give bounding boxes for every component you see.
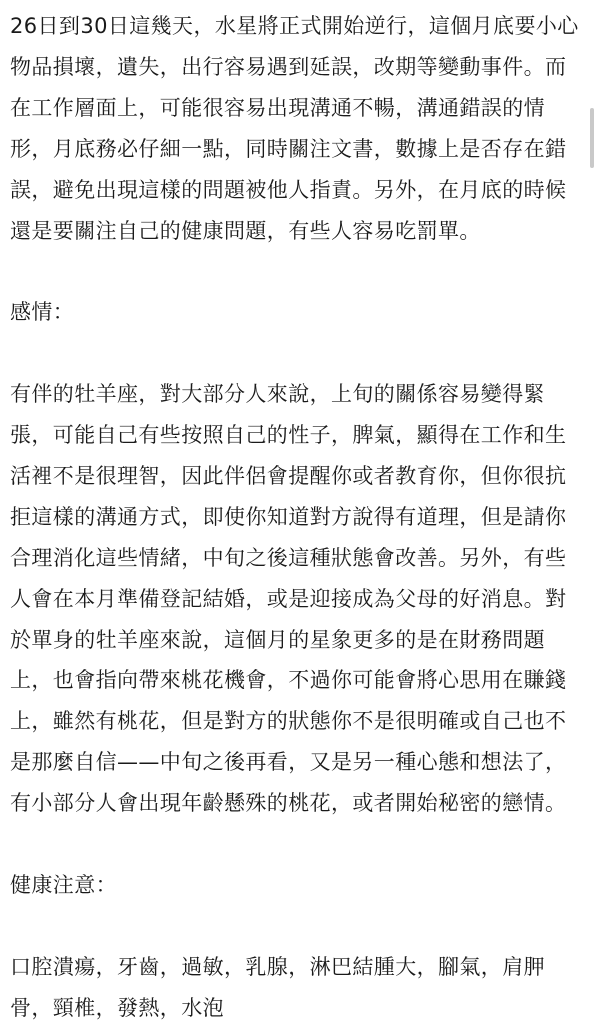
text-line: 在工作層面上，可能很容易出現溝通不暢，溝通錯誤的情 [10,95,545,120]
love-paragraph [10,374,586,824]
text-line: 形，月底務必仔細一點，同時關注文書，數據上是否存在錯 [10,136,567,161]
text-line: 有伴的牡羊座，對大部分人來說，上旬的關係容易變得緊 [10,382,545,407]
text-line: 張，可能自己有些按照自己的性子，脾氣，顯得在工作和生 [10,423,567,448]
paragraph-gap [10,906,586,947]
text-line: 上，也會指向帶來桃花機會，不過你可能會將心思用在賺錢 [10,668,567,693]
text-line: 誤，避免出現這樣的問題被他人指責。另外，在月底的時候 [10,177,567,202]
text-line: 是那麼自信——中旬之後再看，又是另一種心態和想法了， [10,750,567,775]
text-line: 口腔潰瘍，牙齒，過敏，乳腺，淋巴結腫大，腳氣，肩胛 [10,954,545,979]
scrollbar-thumb[interactable] [590,108,594,168]
text-line: 有小部分人會出現年齡懸殊的桃花，或者開始秘密的戀情。 [10,791,567,816]
health-heading-block [10,865,586,906]
love-heading: 感情： [10,300,75,325]
love-heading-block [10,292,586,333]
health-paragraph [10,947,586,1024]
text-line: 還是要關注自己的健康問題，有些人容易吃罰單。 [10,218,481,243]
intro-paragraph [10,6,586,251]
text-line: 26日到30日這幾天，水星將正式開始逆行，這個月底要小心 [10,14,579,38]
text-line: 人會在本月準備登記結婚，或是迎接成為父母的好消息。對 [10,586,567,611]
text-line: 拒這樣的溝通方式，即使你知道對方說得有道理，但是請你 [10,504,567,529]
text-line: 活裡不是很理智，因此伴侶會提醒你或者教育你，但你很抗 [10,463,567,488]
paragraph-gap [10,251,586,292]
text-line: 骨，頸椎，發熱，水泡 [10,995,224,1020]
health-heading: 健康注意： [10,872,117,897]
paragraph-gap [10,333,586,374]
text-line: 上，雖然有桃花，但是對方的狀態你不是很明確或自己也不 [10,709,567,734]
text-line: 物品損壞，遺失，出行容易遇到延誤，改期等變動事件。而 [10,54,567,79]
text-line: 合理消化這些情緒，中旬之後這種狀態會改善。另外，有些 [10,545,567,570]
paragraph-gap [10,824,586,865]
text-line: 於單身的牡羊座來說，這個月的星象更多的是在財務問題 [10,627,545,652]
